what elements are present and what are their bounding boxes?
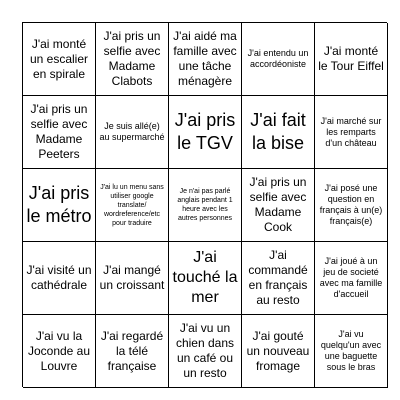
bingo-cell-13[interactable]: Je n'ai pas parlé anglais pendant 1 heure avec les autres personnes — [169, 169, 242, 242]
bingo-cell-15[interactable]: J'ai posé une question en français à un(e) français(e) — [315, 169, 388, 242]
bingo-cell-12[interactable]: J'ai lu un menu sans utiliser google translate/ wordreference/etc pour traduire — [96, 169, 169, 242]
bingo-cell-25[interactable]: J'ai vu quelqu'un avec une baguette sous le bras — [315, 315, 388, 388]
bingo-cell-10[interactable]: J'ai marché sur les remparts d'un château — [315, 96, 388, 169]
bingo-cell-11[interactable]: J'ai pris le métro — [23, 169, 96, 242]
bingo-cell-23[interactable]: J'ai vu un chien dans un café ou un resto — [169, 315, 242, 388]
bingo-cell-22[interactable]: J'ai regardé la télé française — [96, 315, 169, 388]
bingo-cell-3[interactable]: J'ai aidé ma famille avec une tâche ménagère — [169, 23, 242, 96]
bingo-cell-17[interactable]: J'ai mangé un croissant — [96, 242, 169, 315]
bingo-cell-1[interactable]: J'ai monté un escalier en spirale — [23, 23, 96, 96]
bingo-cell-24[interactable]: J'ai gouté un nouveau fromage — [242, 315, 315, 388]
bingo-cell-5[interactable]: J'ai monté le Tour Eiffel — [315, 23, 388, 96]
bingo-cell-4[interactable]: J'ai entendu un accordéoniste — [242, 23, 315, 96]
bingo-cell-16[interactable]: J'ai visité un cathédrale — [23, 242, 96, 315]
bingo-cell-9[interactable]: J'ai fait la bise — [242, 96, 315, 169]
bingo-cell-8[interactable]: J'ai pris le TGV — [169, 96, 242, 169]
bingo-cell-2[interactable]: J'ai pris un selfie avec Madame Clabots — [96, 23, 169, 96]
bingo-cell-20[interactable]: J'ai joué à un jeu de societé avec ma famille d'accueil — [315, 242, 388, 315]
bingo-card — [22, 22, 387, 387]
bingo-cell-14[interactable]: J'ai pris un selfie avec Madame Cook — [242, 169, 315, 242]
bingo-cell-18[interactable]: J'ai touché la mer — [169, 242, 242, 315]
bingo-cell-21[interactable]: J'ai vu la Joconde au Louvre — [23, 315, 96, 388]
bingo-cell-6[interactable]: J'ai pris un selfie avec Madame Peeters — [23, 96, 96, 169]
bingo-cell-19[interactable]: J'ai commandé en français au resto — [242, 242, 315, 315]
bingo-cell-7[interactable]: Je suis allé(e) au supermarché — [96, 96, 169, 169]
